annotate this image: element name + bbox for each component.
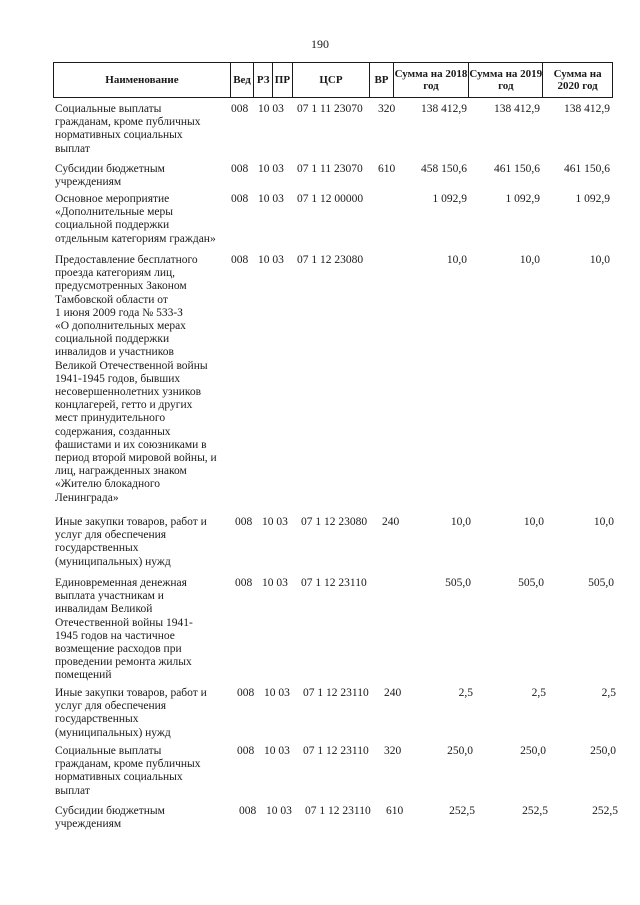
cell-sum-2019: 138 412,9: [494, 103, 540, 115]
cell-name: [55, 193, 230, 246]
cell-name-line: «О дополнительных мерах: [55, 320, 186, 333]
header-sum-2018: Сумма на 2018 год: [393, 63, 469, 98]
cell-ved: 008: [237, 745, 255, 757]
cell-rz-pr: 10 03: [264, 687, 290, 699]
cell-name-line: гражданам, кроме публичных: [55, 758, 201, 771]
cell-vr: 610: [386, 805, 404, 817]
cell-name-line: выплат: [55, 142, 90, 155]
cell-name-line: учреждениям: [55, 176, 122, 189]
header-csr: ЦСР: [292, 63, 370, 98]
cell-name-line: 1945 годов на частичное: [55, 629, 175, 642]
cell-name: [55, 577, 230, 683]
cell-name-line: Тамбовской области от: [55, 293, 168, 306]
cell-name-line: Единовременная денежная: [55, 577, 187, 589]
cell-name-line: Субсидии бюджетным: [55, 805, 165, 817]
cell-name-line: государственных: [55, 542, 139, 555]
cell-rz-pr: 10 03: [266, 805, 292, 817]
cell-name-line: инвалидов и участников: [55, 346, 174, 359]
cell-sum-2020: 2,5: [601, 687, 616, 699]
cell-rz-pr: 10 03: [262, 516, 288, 528]
cell-ved: 008: [231, 103, 249, 115]
header-pr: ПР: [273, 63, 292, 98]
cell-rz-pr: 10 03: [258, 193, 284, 205]
cell-name-line: Иные закупки товаров, работ и: [55, 516, 207, 528]
cell-sum-2018: 505,0: [445, 577, 471, 589]
cell-name-line: Ленинграда»: [55, 491, 119, 504]
cell-vr: 320: [384, 745, 402, 757]
cell-vr: 240: [384, 687, 402, 699]
header-vr: ВР: [370, 63, 393, 98]
cell-name-line: учреждениям: [55, 818, 122, 831]
cell-name-line: фашистами и их союзниками в: [55, 438, 207, 451]
cell-name-line: выплат: [55, 784, 90, 797]
cell-sum-2019: 461 150,6: [494, 163, 540, 175]
cell-name-line: Великой Отечественной войны: [55, 359, 208, 372]
cell-ved: 008: [235, 516, 253, 528]
cell-sum-2019: 252,5: [522, 805, 548, 817]
cell-sum-2018: 10,0: [446, 254, 467, 266]
cell-ved: 008: [237, 687, 255, 699]
cell-name-line: 1941-1945 годов, бывших: [55, 372, 181, 385]
cell-name-line: нормативных социальных: [55, 771, 183, 784]
cell-name-line: государственных: [55, 713, 139, 726]
cell-vr: 240: [382, 516, 400, 528]
cell-name-line: «Жителю блокадного: [55, 478, 161, 491]
cell-csr: 07 1 12 23110: [305, 805, 371, 817]
cell-csr: 07 1 11 23070: [297, 103, 363, 115]
cell-sum-2018: 138 412,9: [421, 103, 467, 115]
cell-name-line: отдельным категориям граждан»: [55, 232, 216, 245]
cell-ved: 008: [231, 254, 249, 266]
cell-sum-2019: 10,0: [519, 254, 540, 266]
cell-name-line: (муниципальных) нужд: [55, 726, 171, 739]
cell-name: [55, 163, 230, 189]
header-sum-2020: Сумма на 2020 год: [543, 63, 613, 98]
cell-name-line: гражданам, кроме публичных: [55, 116, 201, 129]
cell-vr: 320: [378, 103, 396, 115]
cell-sum-2019: 10,0: [523, 516, 544, 528]
cell-csr: 07 1 11 23070: [297, 163, 363, 175]
cell-name-line: период второй мировой войны, и: [55, 452, 217, 465]
cell-name-line: 1 июня 2009 года № 533-З: [55, 306, 183, 319]
cell-name: [55, 254, 230, 505]
cell-rz-pr: 10 03: [262, 577, 288, 589]
cell-sum-2019: 1 092,9: [505, 193, 540, 205]
page-number: 190: [311, 37, 329, 51]
cell-name-line: проезда категориям лиц,: [55, 267, 176, 280]
cell-name-line: несовершеннолетних узников: [55, 386, 202, 399]
header-name: Наименование: [54, 63, 231, 98]
cell-name-line: социальной поддержки: [55, 219, 170, 232]
cell-ved: 008: [239, 805, 257, 817]
cell-sum-2020: 138 412,9: [564, 103, 610, 115]
cell-csr: 07 1 12 00000: [297, 193, 364, 205]
cell-name-line: мест принудительного: [55, 412, 166, 425]
cell-name-line: инвалидам Великой: [55, 603, 153, 616]
cell-sum-2020: 1 092,9: [575, 193, 610, 205]
cell-name-line: лиц, награжденных знаком: [55, 465, 187, 478]
cell-rz-pr: 10 03: [258, 254, 284, 266]
header-rz: РЗ: [254, 63, 273, 98]
cell-sum-2019: 2,5: [531, 687, 546, 699]
cell-name-line: «Дополнительные меры: [55, 206, 173, 219]
cell-name-line: проведении ремонта жилых: [55, 656, 192, 669]
cell-rz-pr: 10 03: [264, 745, 290, 757]
cell-sum-2018: 252,5: [449, 805, 475, 817]
cell-rz-pr: 10 03: [258, 163, 284, 175]
cell-name-line: выплата участникам и: [55, 590, 164, 603]
cell-name-line: социальной поддержки: [55, 333, 170, 346]
cell-csr: 07 1 12 23080: [301, 516, 368, 528]
header-sum-2019: Сумма на 2019 год: [469, 63, 543, 98]
cell-name-line: Социальные выплаты: [55, 103, 162, 115]
cell-name-line: помещений: [55, 669, 112, 682]
cell-sum-2018: 250,0: [447, 745, 473, 757]
cell-sum-2018: 10,0: [450, 516, 471, 528]
cell-name: [55, 516, 230, 569]
cell-name-line: Социальные выплаты: [55, 745, 162, 757]
cell-sum-2020: 10,0: [589, 254, 610, 266]
cell-name: [55, 103, 230, 156]
cell-sum-2019: 250,0: [520, 745, 546, 757]
cell-sum-2018: 1 092,9: [432, 193, 467, 205]
cell-name-line: концлагерей, гетто и других: [55, 399, 193, 412]
cell-csr: 07 1 12 23080: [297, 254, 364, 266]
cell-sum-2020: 10,0: [593, 516, 614, 528]
cell-name-line: содержания, созданных: [55, 425, 171, 438]
cell-csr: 07 1 12 23110: [303, 687, 369, 699]
cell-sum-2018: 458 150,6: [421, 163, 467, 175]
cell-name-line: возмещение расходов при: [55, 643, 182, 656]
cell-csr: 07 1 12 23110: [303, 745, 369, 757]
cell-csr: 07 1 12 23110: [301, 577, 367, 589]
header-ved: Вед: [230, 63, 253, 98]
cell-name-line: услуг для обеспечения: [55, 700, 167, 713]
cell-sum-2018: 2,5: [458, 687, 473, 699]
cell-ved: 008: [231, 193, 249, 205]
cell-sum-2020: 461 150,6: [564, 163, 610, 175]
cell-name-line: нормативных социальных: [55, 129, 183, 142]
cell-sum-2020: 505,0: [588, 577, 614, 589]
cell-name: [55, 805, 230, 831]
cell-name-line: услуг для обеспечения: [55, 529, 167, 542]
cell-name-line: (муниципальных) нужд: [55, 555, 171, 568]
cell-sum-2020: 250,0: [590, 745, 616, 757]
cell-name: [55, 745, 230, 798]
cell-rz-pr: 10 03: [258, 103, 284, 115]
cell-sum-2020: 252,5: [592, 805, 618, 817]
cell-name-line: предусмотренных Законом: [55, 280, 187, 293]
cell-name-line: Основное мероприятие: [55, 193, 170, 205]
cell-ved: 008: [235, 577, 253, 589]
cell-name-line: Субсидии бюджетным: [55, 163, 165, 175]
cell-name-line: Иные закупки товаров, работ и: [55, 687, 207, 699]
cell-sum-2019: 505,0: [518, 577, 544, 589]
cell-vr: 610: [378, 163, 396, 175]
cell-name-line: Отечественной войны 1941-: [55, 616, 193, 629]
table-header: [53, 62, 613, 98]
cell-ved: 008: [231, 163, 249, 175]
cell-name-line: Предоставление бесплатного: [55, 254, 198, 266]
cell-name: [55, 687, 230, 740]
